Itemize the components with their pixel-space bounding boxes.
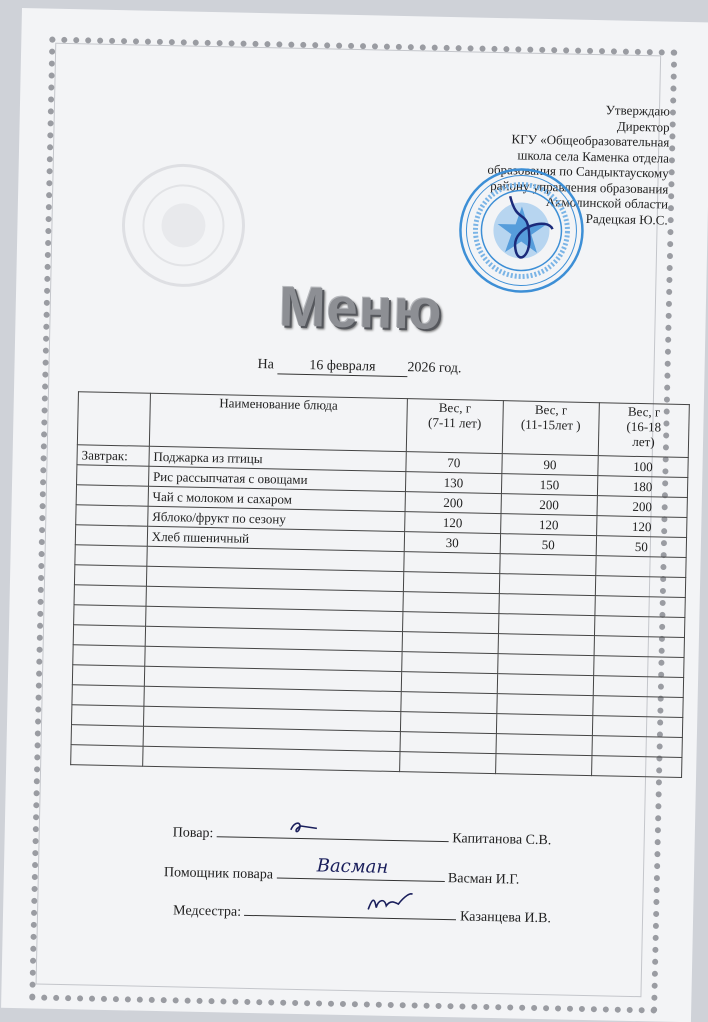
weight-16-18-cell: 50 [596,536,686,558]
header-weight-16-18: Вес, г (16-18 лет) [598,403,689,458]
weight-16-18-cell: 100 [598,456,688,478]
approval-line: Директор [616,117,670,135]
cook-name: Капитанова С.В. [452,831,552,849]
approval-line: школа села Каменка отдела [517,146,670,166]
approval-line: району управления образования [490,177,669,197]
meal-cell [75,525,147,546]
empty-cell [498,634,594,656]
approval-line: КГУ «Общеобразовательная [511,131,670,150]
empty-cell [593,676,683,698]
empty-cell [403,592,499,614]
empty-cell [400,732,496,754]
empty-cell [499,594,595,616]
approval-line: образования по Сандыктаускому [487,161,669,181]
weight-11-15-cell: 50 [500,534,596,556]
empty-cell [592,736,682,758]
date-suffix: 2026 год. [407,360,462,377]
empty-cell [595,596,685,618]
empty-cell [72,705,144,726]
empty-cell [593,696,683,718]
dish-name-cell: Поджарка из птицы [149,446,406,471]
empty-cell [495,754,591,776]
date-value: 16 февраля [277,357,407,377]
weight-11-15-cell: 120 [500,514,596,536]
empty-cell [497,674,593,696]
empty-cell [404,552,500,574]
empty-cell [592,716,682,738]
empty-cell [595,576,685,598]
weight-11-15-cell: 90 [502,454,598,476]
empty-cell [403,572,499,594]
empty-cell [74,605,146,626]
empty-cell [71,745,143,766]
empty-cell [401,652,497,674]
weight-7-11-cell: 200 [405,492,501,514]
empty-cell [594,616,684,638]
cook-label: Повар: [172,825,214,842]
weight-7-11-cell: 30 [404,532,500,554]
nurse-label: Медсестра: [172,903,242,920]
weight-16-18-cell: 120 [597,516,687,538]
approval-line: Утверждаю [605,102,671,119]
empty-cell [399,752,495,774]
menu-table-body [71,445,689,778]
empty-cell [594,656,684,678]
meal-cell: Завтрак: [77,445,149,466]
empty-cell [401,672,497,694]
weight-7-11-cell: 120 [404,512,500,534]
nurse-name: Казанцева И.В. [459,909,552,927]
weight-16-18-cell: 200 [597,496,687,518]
nurse-signature-field [245,901,457,920]
empty-cell [402,632,498,654]
assistant-name: Васман И.Г. [447,871,520,888]
header-dish-name: Наименование блюда [149,393,407,451]
date-prefix: На [257,357,275,373]
assistant-signature: Васман [316,855,389,878]
nurse-signature-icon [365,889,418,916]
cook-signature-icon [287,818,323,837]
empty-cell [500,554,596,576]
dish-name-cell: Чай с молоком и сахаром [148,486,405,511]
empty-cell [71,725,143,746]
empty-cell [74,565,146,586]
dish-name-cell: Рис рассыпчатая с овощами [148,466,405,491]
weight-16-18-cell: 180 [597,476,687,498]
empty-cell [73,625,145,646]
empty-cell [496,734,592,756]
assistant-label: Помощник повара [163,865,274,883]
dish-name-cell: Хлеб пшеничный [147,526,404,551]
empty-cell [497,694,593,716]
menu-table [70,391,690,778]
meal-cell [76,505,148,526]
header-meal [77,392,150,446]
weight-7-11-cell: 130 [405,472,501,494]
dish-name-cell: Яблоко/фрукт по сезону [147,506,404,531]
page-title: Меню [278,274,444,341]
empty-cell [498,614,594,636]
empty-cell [498,654,594,676]
empty-cell [400,712,496,734]
document-sheet [1,8,708,1022]
empty-cell [591,756,681,778]
empty-cell [401,692,497,714]
empty-cell [75,545,147,566]
empty-cell [499,574,595,596]
meal-cell [77,465,149,486]
header-weight-7-11: Вес, г (7-11 лет) [406,399,503,454]
approval-line: Акмолинской области [545,194,669,212]
weight-7-11-cell: 70 [406,452,502,474]
empty-cell [74,585,146,606]
empty-cell [594,636,684,658]
meal-cell [76,485,148,506]
empty-cell [73,645,145,666]
approval-line: Радецкая Ю.С. [585,210,668,228]
empty-cell [496,714,592,736]
empty-cell [596,556,686,578]
weight-11-15-cell: 150 [501,474,597,496]
empty-cell [72,665,144,686]
empty-cell [72,685,144,706]
official-stamp-icon [456,165,587,296]
empty-cell [402,612,498,634]
header-weight-11-15: Вес, г (11-15лет ) [502,401,599,456]
assistant-signature-field [276,855,444,883]
weight-11-15-cell: 200 [501,494,597,516]
